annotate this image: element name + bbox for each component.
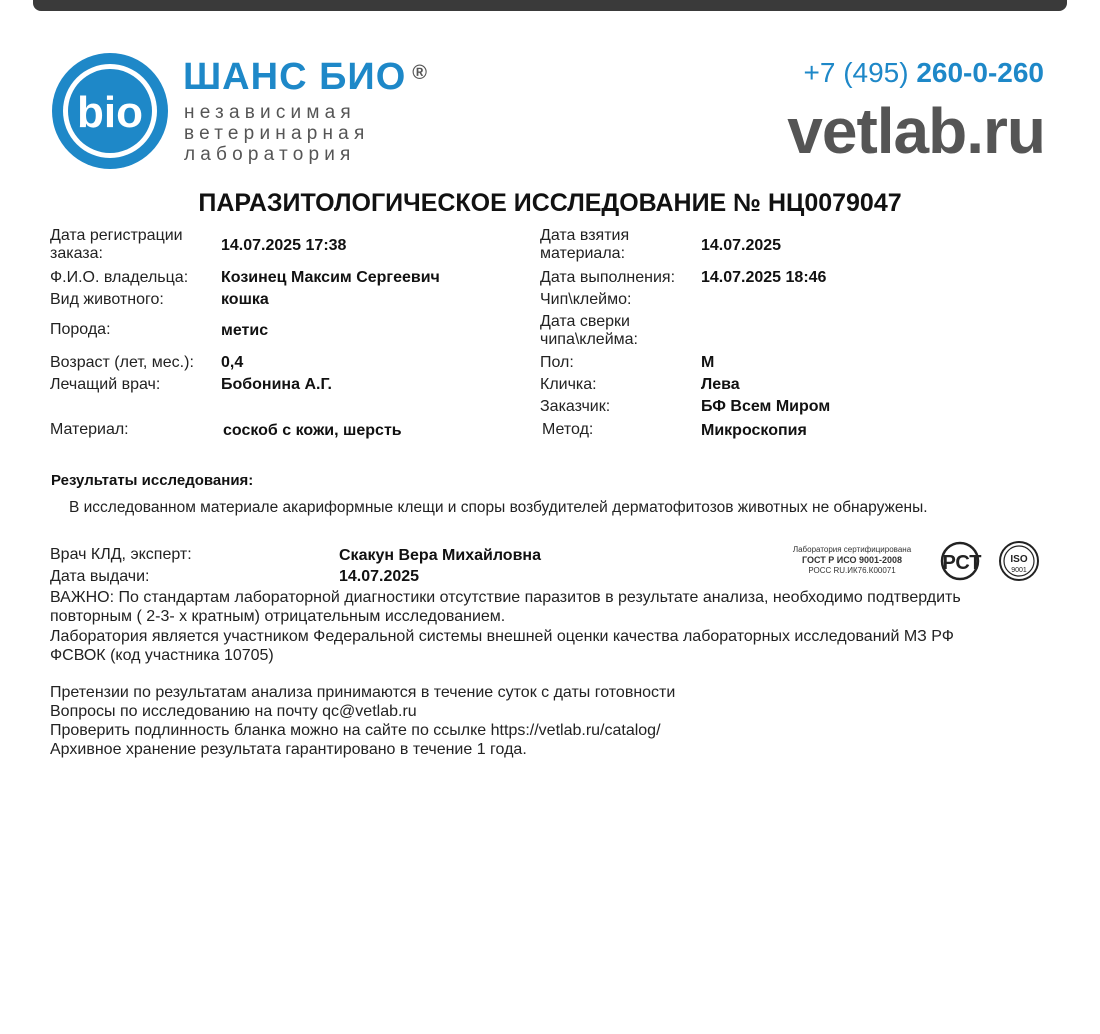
registered-mark: ® [412, 62, 429, 84]
value-method: Микроскопия [701, 422, 807, 439]
label-breed: Порода: [50, 321, 111, 338]
label-doctor: Лечащий врач: [50, 376, 161, 393]
label-completion-date: Дата выполнения: [540, 269, 676, 286]
brand-subtitle-2: ветеринарная [184, 123, 370, 144]
label-owner: Ф.И.О. владельца: [50, 269, 189, 286]
label-customer: Заказчик: [540, 398, 611, 415]
note-line-4: ФСВОК (код участника 10705) [50, 647, 274, 664]
results-text: В исследованном материале акариформные клещи и споры возбудителей дерматофитозов животных не обнаружены. [69, 499, 928, 516]
label-age: Возраст (лет, мес.): [50, 354, 194, 371]
bio-logo-icon [50, 51, 170, 171]
svg-text:РСТ: РСТ [942, 552, 982, 574]
label-issue-date: Дата выдачи: [50, 568, 150, 585]
label-material: Материал: [50, 421, 129, 438]
certification-text [772, 545, 932, 576]
footer-line-1: Претензии по результатам анализа принимаются в течение суток с даты готовности [50, 684, 676, 701]
value-age: 0,4 [221, 354, 244, 371]
label-chip-check-date: Дата сверки чипа\клейма: [540, 313, 638, 348]
site-name: vetlab.ru [787, 95, 1045, 167]
label-species: Вид животного: [50, 291, 164, 308]
phone-prefix: +7 (495) [803, 57, 909, 88]
cert-line-1: Лаборатория сертифицирована [792, 545, 912, 554]
footer-line-3: Проверить подлинность бланка можно на сайте по ссылке https://vetlab.ru/catalog/ [50, 722, 661, 739]
document-title: ПАРАЗИТОЛОГИЧЕСКОЕ ИССЛЕДОВАНИЕ № НЦ0079047 [198, 189, 902, 217]
value-registration-date: 14.07.2025 17:38 [221, 237, 347, 254]
window-top-bar [33, 0, 1067, 11]
footer-line-4: Архивное хранение результата гарантировано в течение 1 года. [50, 741, 527, 758]
label-method: Метод: [542, 421, 594, 438]
cert-line-2: ГОСТ Р ИСО 9001-2008 [801, 555, 903, 565]
iso-9001-icon [998, 540, 1040, 582]
note-line-1: ВАЖНО: По стандартам лабораторной диагностики отсутствие паразитов в результате анализа, необходимо подтвердить [50, 589, 961, 606]
value-completion-date: 14.07.2025 18:46 [701, 269, 827, 286]
label-chip: Чип\клеймо: [540, 291, 632, 308]
logo-text: bio [77, 88, 143, 137]
label-registration-date: Дата регистрации заказа: [50, 227, 183, 262]
label-sample-date: Дата взятия материала: [540, 227, 630, 262]
note-line-2: повторным ( 2-3- х кратным) отрицательным исследованием. [50, 608, 506, 625]
brand-subtitle-3: лаборатория [184, 144, 356, 165]
label-sex: Пол: [540, 354, 574, 371]
label-expert: Врач КЛД, эксперт: [50, 546, 192, 563]
value-issue-date: 14.07.2025 [339, 568, 420, 585]
pct-certification-icon [939, 540, 989, 582]
value-doctor: Бобонина А.Г. [221, 376, 332, 393]
brand-subtitle-1: независимая [184, 102, 356, 123]
note-line-3: Лаборатория является участником Федеральной системы внешней оценки качества лабораторных исследований МЗ РФ [50, 628, 954, 645]
label-pet-name: Кличка: [540, 376, 597, 393]
brand-name: ШАНС БИО ® [183, 56, 429, 98]
value-sample-date: 14.07.2025 [701, 237, 782, 254]
results-heading: Результаты исследования: [51, 472, 254, 489]
phone-number: 260-0-260 [916, 57, 1044, 88]
value-expert: Скакун Вера Михайловна [339, 547, 541, 564]
footer-line-2: Вопросы по исследованию на почту qc@vetlab.ru [50, 703, 417, 720]
value-sex: М [701, 354, 715, 371]
value-material: соскоб с кожи, шерсть [223, 422, 402, 439]
phone [803, 57, 1044, 89]
value-breed: метис [221, 322, 269, 339]
value-pet-name: Лева [701, 376, 740, 393]
value-owner: Козинец Максим Сергеевич [221, 269, 440, 286]
value-customer: БФ Всем Миром [701, 398, 831, 415]
value-species: кошка [221, 291, 269, 308]
svg-text:ISO: ISO [1010, 554, 1028, 565]
svg-text:9001: 9001 [1011, 567, 1027, 574]
cert-line-3: РОСС RU.ИК76.К00071 [808, 566, 896, 575]
